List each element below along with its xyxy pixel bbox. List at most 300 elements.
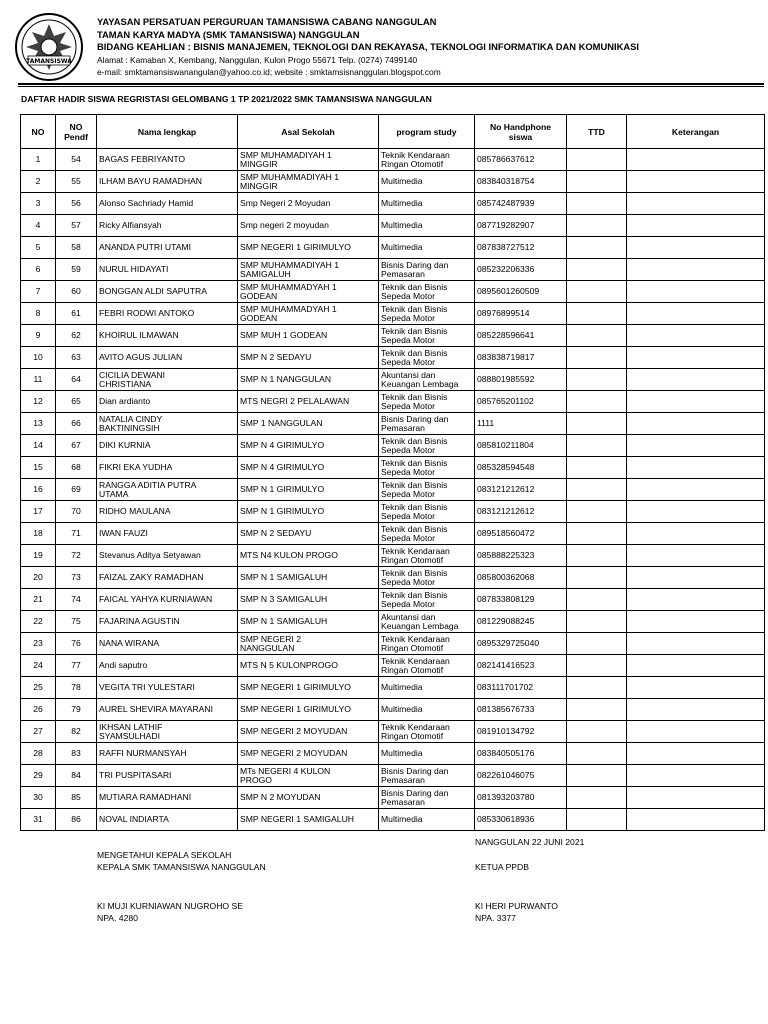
row-nama: FAICAL YAHYA KURNIAWAN — [97, 589, 238, 611]
table-header-row — [21, 115, 765, 149]
row-no-pendf: 85 — [56, 787, 97, 809]
table-row — [21, 369, 765, 391]
header-no: NO — [21, 115, 56, 149]
row-nama: Andi saputro — [97, 655, 238, 677]
row-no-handphone: 083121212612 — [475, 479, 567, 501]
row-keterangan — [627, 171, 765, 193]
row-no-handphone: 08976899514 — [475, 303, 567, 325]
row-nama: MUTIARA RAMADHANI — [97, 787, 238, 809]
place-date: NANGGULAN 22 JUNI 2021 — [475, 837, 585, 847]
row-no-pendf: 83 — [56, 743, 97, 765]
row-keterangan — [627, 699, 765, 721]
row-nama: Ricky Alfiansyah — [97, 215, 238, 237]
row-nama: AUREL SHEVIRA MAYARANI — [97, 699, 238, 721]
logo-text: TAMANSISWA — [26, 58, 72, 65]
row-keterangan — [627, 457, 765, 479]
row-keterangan — [627, 721, 765, 743]
row-no-handphone: 085888225323 — [475, 545, 567, 567]
row-no: 21 — [21, 589, 56, 611]
row-no: 15 — [21, 457, 56, 479]
row-keterangan — [627, 567, 765, 589]
row-no-pendf: 54 — [56, 149, 97, 171]
row-no-handphone: 082141416523 — [475, 655, 567, 677]
row-no: 7 — [21, 281, 56, 303]
row-asal-sekolah: Smp Negeri 2 Moyudan — [238, 193, 379, 215]
tamansiswa-emblem-icon — [14, 12, 84, 82]
row-asal-sekolah: SMP N 4 GIRIMULYO — [238, 435, 379, 457]
row-nama: NANA WIRANA — [97, 633, 238, 655]
row-asal-sekolah: SMP 1 NANGGULAN — [238, 413, 379, 435]
row-program-study: Teknik dan Bisnis Sepeda Motor — [379, 523, 475, 545]
row-no: 5 — [21, 237, 56, 259]
row-ttd — [567, 435, 627, 457]
school-address: Alamat : Kamaban X, Kembang, Nanggulan, Kulon Progo 55671 Telp. (0274) 7499140 — [97, 54, 418, 65]
row-asal-sekolah: SMP NEGERI 2 MOYUDAN — [238, 743, 379, 765]
row-ttd — [567, 479, 627, 501]
row-no-pendf: 78 — [56, 677, 97, 699]
row-asal-sekolah: SMP N 1 SAMIGALUH — [238, 611, 379, 633]
row-ttd — [567, 413, 627, 435]
table-row — [21, 259, 765, 281]
row-ttd — [567, 303, 627, 325]
row-no-pendf: 79 — [56, 699, 97, 721]
row-no: 9 — [21, 325, 56, 347]
row-ttd — [567, 743, 627, 765]
row-nama: NURUL HIDAYATI — [97, 259, 238, 281]
row-program-study: Teknik dan Bisnis Sepeda Motor — [379, 501, 475, 523]
foundation-name: YAYASAN PERSATUAN PERGURUAN TAMANSISWA CABANG NANGGULAN — [97, 16, 437, 27]
document-title: DAFTAR HADIR SISWA REGRISTASI GELOMBANG 1 TP 2021/2022 SMK TAMANSISWA NANGGULAN — [21, 94, 432, 104]
row-keterangan — [627, 391, 765, 413]
row-no-handphone: 085232206336 — [475, 259, 567, 281]
row-ttd — [567, 765, 627, 787]
row-program-study: Teknik Kendaraan Ringan Otomotif — [379, 721, 475, 743]
row-asal-sekolah: SMP NEGERI 2 MOYUDAN — [238, 721, 379, 743]
row-nama: NOVAL INDIARTA — [97, 809, 238, 831]
row-asal-sekolah: SMP MUHAMMADYAH 1 GODEAN — [238, 281, 379, 303]
row-program-study: Teknik dan Bisnis Sepeda Motor — [379, 567, 475, 589]
row-no-pendf: 56 — [56, 193, 97, 215]
row-no-pendf: 73 — [56, 567, 97, 589]
row-nama: ANANDA PUTRI UTAMI — [97, 237, 238, 259]
header-nama: Nama lengkap — [97, 115, 238, 149]
row-no-pendf: 82 — [56, 721, 97, 743]
letterhead — [0, 0, 768, 90]
table-row — [21, 787, 765, 809]
row-program-study: Akuntansi dan Keuangan Lembaga — [379, 369, 475, 391]
row-no-handphone: 085742487939 — [475, 193, 567, 215]
row-ttd — [567, 171, 627, 193]
row-no-pendf: 64 — [56, 369, 97, 391]
row-no-handphone: 085330618936 — [475, 809, 567, 831]
table-row — [21, 501, 765, 523]
row-program-study: Bisnis Daring dan Pemasaran — [379, 259, 475, 281]
row-asal-sekolah: SMP N 1 GIRIMULYO — [238, 479, 379, 501]
row-no-handphone: 0895329725040 — [475, 633, 567, 655]
principal-title-line2: KEPALA SMK TAMANSISWA NANGGULAN — [97, 862, 266, 872]
row-keterangan — [627, 259, 765, 281]
table-row — [21, 589, 765, 611]
row-ttd — [567, 611, 627, 633]
row-no: 31 — [21, 809, 56, 831]
row-no: 17 — [21, 501, 56, 523]
row-no-handphone: 087838727512 — [475, 237, 567, 259]
row-keterangan — [627, 303, 765, 325]
row-nama: ILHAM BAYU RAMADHAN — [97, 171, 238, 193]
row-no: 25 — [21, 677, 56, 699]
row-no-handphone: 081229088245 — [475, 611, 567, 633]
row-keterangan — [627, 325, 765, 347]
row-no-handphone: 083838719817 — [475, 347, 567, 369]
row-no-handphone: 089518560472 — [475, 523, 567, 545]
table-row — [21, 765, 765, 787]
row-nama: TRI PUSPITASARI — [97, 765, 238, 787]
row-no-handphone: 085328594548 — [475, 457, 567, 479]
row-no: 30 — [21, 787, 56, 809]
row-ttd — [567, 193, 627, 215]
row-no: 11 — [21, 369, 56, 391]
row-nama: RAFFI NURMANSYAH — [97, 743, 238, 765]
row-no: 28 — [21, 743, 56, 765]
table-row — [21, 171, 765, 193]
row-no-pendf: 59 — [56, 259, 97, 281]
row-ttd — [567, 391, 627, 413]
row-no: 10 — [21, 347, 56, 369]
row-nama: CICILIA DEWANI CHRISTIANA — [97, 369, 238, 391]
header-no-handphone: No Handphone siswa — [475, 115, 567, 149]
row-no: 22 — [21, 611, 56, 633]
row-no-pendf: 69 — [56, 479, 97, 501]
row-asal-sekolah: SMP N 1 NANGGULAN — [238, 369, 379, 391]
row-nama: IWAN FAUZI — [97, 523, 238, 545]
row-nama: Stevanus Aditya Setyawan — [97, 545, 238, 567]
row-asal-sekolah: SMP N 1 GIRIMULYO — [238, 501, 379, 523]
row-no-handphone: 085228596641 — [475, 325, 567, 347]
row-no-pendf: 72 — [56, 545, 97, 567]
row-nama: FEBRI RODWI ANTOKO — [97, 303, 238, 325]
row-nama: FIKRI EKA YUDHA — [97, 457, 238, 479]
row-program-study: Multimedia — [379, 699, 475, 721]
row-no-pendf: 70 — [56, 501, 97, 523]
row-no: 3 — [21, 193, 56, 215]
table-row — [21, 809, 765, 831]
row-keterangan — [627, 369, 765, 391]
table-row — [21, 545, 765, 567]
row-ttd — [567, 347, 627, 369]
row-nama: Alonso Sachriady Hamid — [97, 193, 238, 215]
row-nama: VEGITA TRI YULESTARI — [97, 677, 238, 699]
letterhead-text — [97, 16, 639, 79]
row-ttd — [567, 545, 627, 567]
header-program-study: program study — [379, 115, 475, 149]
row-program-study: Teknik dan Bisnis Sepeda Motor — [379, 479, 475, 501]
row-asal-sekolah: MTS NEGRI 2 PELALAWAN — [238, 391, 379, 413]
row-no: 18 — [21, 523, 56, 545]
row-asal-sekolah: MTS N 5 KULONPROGO — [238, 655, 379, 677]
table-row — [21, 149, 765, 171]
row-no-pendf: 74 — [56, 589, 97, 611]
table-row — [21, 413, 765, 435]
row-program-study: Teknik dan Bisnis Sepeda Motor — [379, 435, 475, 457]
row-nama: IKHSAN LATHIF SYAMSULHADI — [97, 721, 238, 743]
row-asal-sekolah: SMP NEGERI 1 GIRIMULYO — [238, 237, 379, 259]
row-nama: RIDHO MAULANA — [97, 501, 238, 523]
school-contact: e-mail: smktamansiswanangulan@yahoo.co.id; website : smktamsisnanggulan.blogspot.com — [97, 67, 441, 77]
row-no-pendf: 75 — [56, 611, 97, 633]
row-ttd — [567, 259, 627, 281]
row-keterangan — [627, 237, 765, 259]
row-no: 8 — [21, 303, 56, 325]
row-program-study: Teknik dan Bisnis Sepeda Motor — [379, 589, 475, 611]
row-no-handphone: 085765201102 — [475, 391, 567, 413]
row-no-handphone: 085810211804 — [475, 435, 567, 457]
school-name: TAMAN KARYA MADYA (SMK TAMANSISWA) NANGGULAN — [97, 28, 360, 40]
row-program-study: Multimedia — [379, 237, 475, 259]
header-keterangan: Keterangan — [627, 115, 765, 149]
row-keterangan — [627, 215, 765, 237]
row-no-pendf: 71 — [56, 523, 97, 545]
row-keterangan — [627, 193, 765, 215]
row-program-study: Bisnis Daring dan Pemasaran — [379, 787, 475, 809]
table-row — [21, 699, 765, 721]
row-no-handphone: 1111 — [475, 413, 567, 435]
row-no-pendf: 61 — [56, 303, 97, 325]
row-keterangan — [627, 523, 765, 545]
row-ttd — [567, 589, 627, 611]
table-row — [21, 193, 765, 215]
row-no-pendf: 86 — [56, 809, 97, 831]
row-program-study: Teknik dan Bisnis Sepeda Motor — [379, 457, 475, 479]
row-no-handphone: 081910134792 — [475, 721, 567, 743]
row-nama: KHOIRUL ILMAWAN — [97, 325, 238, 347]
row-asal-sekolah: SMP MUHAMMADIYAH 1 SAMIGALUH — [238, 259, 379, 281]
row-no-pendf: 77 — [56, 655, 97, 677]
row-program-study: Teknik dan Bisnis Sepeda Motor — [379, 325, 475, 347]
header-rule-thin — [18, 86, 764, 87]
committee-role: KETUA PPDB — [475, 862, 529, 872]
row-ttd — [567, 325, 627, 347]
header-asal-sekolah: Asal Sekolah — [238, 115, 379, 149]
row-keterangan — [627, 787, 765, 809]
row-no-pendf: 62 — [56, 325, 97, 347]
row-nama: BONGGAN ALDI SAPUTRA — [97, 281, 238, 303]
row-ttd — [567, 699, 627, 721]
row-nama: FAIZAL ZAKY RAMADHAN — [97, 567, 238, 589]
row-no-handphone: 083840505176 — [475, 743, 567, 765]
attendance-table — [20, 114, 765, 831]
row-no-pendf: 65 — [56, 391, 97, 413]
row-ttd — [567, 633, 627, 655]
row-keterangan — [627, 655, 765, 677]
committee-npa: NPA. 3377 — [475, 913, 516, 923]
principal-npa: NPA. 4280 — [97, 913, 138, 923]
row-no-handphone: 085800362068 — [475, 567, 567, 589]
row-ttd — [567, 501, 627, 523]
row-no-handphone: 082261046075 — [475, 765, 567, 787]
row-program-study: Multimedia — [379, 193, 475, 215]
row-asal-sekolah: SMP MUH 1 GODEAN — [238, 325, 379, 347]
row-ttd — [567, 787, 627, 809]
row-asal-sekolah: SMP NEGERI 1 GIRIMULYO — [238, 699, 379, 721]
row-no: 4 — [21, 215, 56, 237]
school-fields: BIDANG KEAHLIAN : BISNIS MANAJEMEN, TEKNOLOGI DAN REKAYASA, TEKNOLOGI INFORMATIKA DAN KOMUNIKASI — [97, 41, 640, 52]
row-asal-sekolah: SMP MUHAMMADIYAH 1 MINGGIR — [238, 171, 379, 193]
table-row — [21, 457, 765, 479]
row-no-pendf: 55 — [56, 171, 97, 193]
row-no: 13 — [21, 413, 56, 435]
table-row — [21, 237, 765, 259]
table-row — [21, 281, 765, 303]
row-no: 12 — [21, 391, 56, 413]
row-program-study: Multimedia — [379, 677, 475, 699]
row-no-handphone: 081385676733 — [475, 699, 567, 721]
row-asal-sekolah: SMP N 4 GIRIMULYO — [238, 457, 379, 479]
row-ttd — [567, 655, 627, 677]
row-no: 6 — [21, 259, 56, 281]
row-program-study: Teknik Kendaraan Ringan Otomotif — [379, 633, 475, 655]
row-no-handphone: 087719282907 — [475, 215, 567, 237]
row-ttd — [567, 809, 627, 831]
row-program-study: Teknik Kendaraan Ringan Otomotif — [379, 149, 475, 171]
row-no-handphone: 0895601260509 — [475, 281, 567, 303]
row-program-study: Multimedia — [379, 215, 475, 237]
table-row — [21, 743, 765, 765]
row-no-pendf: 67 — [56, 435, 97, 457]
row-ttd — [567, 721, 627, 743]
header-no-pendf: NO Pendf — [56, 115, 97, 149]
row-program-study: Teknik Kendaraan Ringan Otomotif — [379, 545, 475, 567]
row-ttd — [567, 677, 627, 699]
row-no-handphone: 083840318754 — [475, 171, 567, 193]
row-no: 26 — [21, 699, 56, 721]
row-nama: NATALIA CINDY BAKTININGSIH — [97, 413, 238, 435]
row-keterangan — [627, 479, 765, 501]
row-no-handphone: 087833808129 — [475, 589, 567, 611]
row-keterangan — [627, 765, 765, 787]
row-program-study: Teknik dan Bisnis Sepeda Motor — [379, 347, 475, 369]
row-program-study: Multimedia — [379, 809, 475, 831]
row-no: 23 — [21, 633, 56, 655]
row-keterangan — [627, 611, 765, 633]
row-no-pendf: 76 — [56, 633, 97, 655]
row-no: 1 — [21, 149, 56, 171]
row-nama: AVITO AGUS JULIAN — [97, 347, 238, 369]
row-keterangan — [627, 501, 765, 523]
row-nama: Dian ardianto — [97, 391, 238, 413]
row-no-handphone: 088801985592 — [475, 369, 567, 391]
table-row — [21, 347, 765, 369]
row-no: 19 — [21, 545, 56, 567]
row-no: 29 — [21, 765, 56, 787]
row-program-study: Teknik Kendaraan Ringan Otomotif — [379, 655, 475, 677]
row-ttd — [567, 523, 627, 545]
principal-name: KI MUJI KURNIAWAN NUGROHO SE — [97, 901, 243, 911]
row-program-study: Bisnis Daring dan Pemasaran — [379, 413, 475, 435]
committee-name: KI HERI PURWANTO — [475, 901, 558, 911]
table-row — [21, 611, 765, 633]
row-no-pendf: 66 — [56, 413, 97, 435]
row-ttd — [567, 237, 627, 259]
row-no-handphone: 085786637612 — [475, 149, 567, 171]
table-row — [21, 215, 765, 237]
row-asal-sekolah: SMP NEGERI 1 SAMIGALUH — [238, 809, 379, 831]
row-ttd — [567, 281, 627, 303]
row-keterangan — [627, 347, 765, 369]
row-no: 24 — [21, 655, 56, 677]
row-keterangan — [627, 413, 765, 435]
row-keterangan — [627, 809, 765, 831]
row-no-pendf: 57 — [56, 215, 97, 237]
table-row — [21, 633, 765, 655]
row-asal-sekolah: SMP N 1 SAMIGALUH — [238, 567, 379, 589]
row-program-study: Bisnis Daring dan Pemasaran — [379, 765, 475, 787]
row-nama: DIKI KURNIA — [97, 435, 238, 457]
row-asal-sekolah: SMP N 2 SEDAYU — [238, 347, 379, 369]
row-asal-sekolah: SMP NEGERI 2 NANGGULAN — [238, 633, 379, 655]
table-row — [21, 391, 765, 413]
row-asal-sekolah: SMP N 2 MOYUDAN — [238, 787, 379, 809]
row-no: 14 — [21, 435, 56, 457]
table-row — [21, 567, 765, 589]
row-no-handphone: 083121212612 — [475, 501, 567, 523]
row-no-pendf: 60 — [56, 281, 97, 303]
row-keterangan — [627, 633, 765, 655]
row-program-study: Multimedia — [379, 743, 475, 765]
header-rule-thick — [18, 83, 764, 85]
row-program-study: Multimedia — [379, 171, 475, 193]
table-row — [21, 303, 765, 325]
row-program-study: Akuntansi dan Keuangan Lembaga — [379, 611, 475, 633]
row-nama: BAGAS FEBRIYANTO — [97, 149, 238, 171]
row-ttd — [567, 567, 627, 589]
row-asal-sekolah: MTS N4 KULON PROGO — [238, 545, 379, 567]
row-program-study: Teknik dan Bisnis Sepeda Motor — [379, 303, 475, 325]
row-keterangan — [627, 435, 765, 457]
table-row — [21, 435, 765, 457]
row-no-pendf: 63 — [56, 347, 97, 369]
table-row — [21, 479, 765, 501]
row-asal-sekolah: SMP N 2 SEDAYU — [238, 523, 379, 545]
row-program-study: Teknik dan Bisnis Sepeda Motor — [379, 281, 475, 303]
row-keterangan — [627, 589, 765, 611]
row-asal-sekolah: MTs NEGERI 4 KULON PROGO — [238, 765, 379, 787]
table-row — [21, 677, 765, 699]
row-ttd — [567, 457, 627, 479]
row-asal-sekolah: SMP MUHAMADIYAH 1 MINGGIR — [238, 149, 379, 171]
row-asal-sekolah: Smp negeri 2 moyudan — [238, 215, 379, 237]
table-row — [21, 523, 765, 545]
row-nama: RANGGA ADITIA PUTRA UTAMA — [97, 479, 238, 501]
row-no-pendf: 58 — [56, 237, 97, 259]
row-no: 27 — [21, 721, 56, 743]
row-no: 2 — [21, 171, 56, 193]
row-ttd — [567, 215, 627, 237]
row-asal-sekolah: SMP MUHAMMADYAH 1 GODEAN — [238, 303, 379, 325]
row-no: 16 — [21, 479, 56, 501]
table-row — [21, 721, 765, 743]
row-keterangan — [627, 743, 765, 765]
table-row — [21, 325, 765, 347]
row-asal-sekolah: SMP N 3 SAMIGALUH — [238, 589, 379, 611]
row-asal-sekolah: SMP NEGERI 1 GIRIMULYO — [238, 677, 379, 699]
row-keterangan — [627, 281, 765, 303]
row-keterangan — [627, 677, 765, 699]
row-program-study: Teknik dan Bisnis Sepeda Motor — [379, 391, 475, 413]
row-ttd — [567, 149, 627, 171]
row-ttd — [567, 369, 627, 391]
table-row — [21, 655, 765, 677]
row-no-handphone: 083111701702 — [475, 677, 567, 699]
